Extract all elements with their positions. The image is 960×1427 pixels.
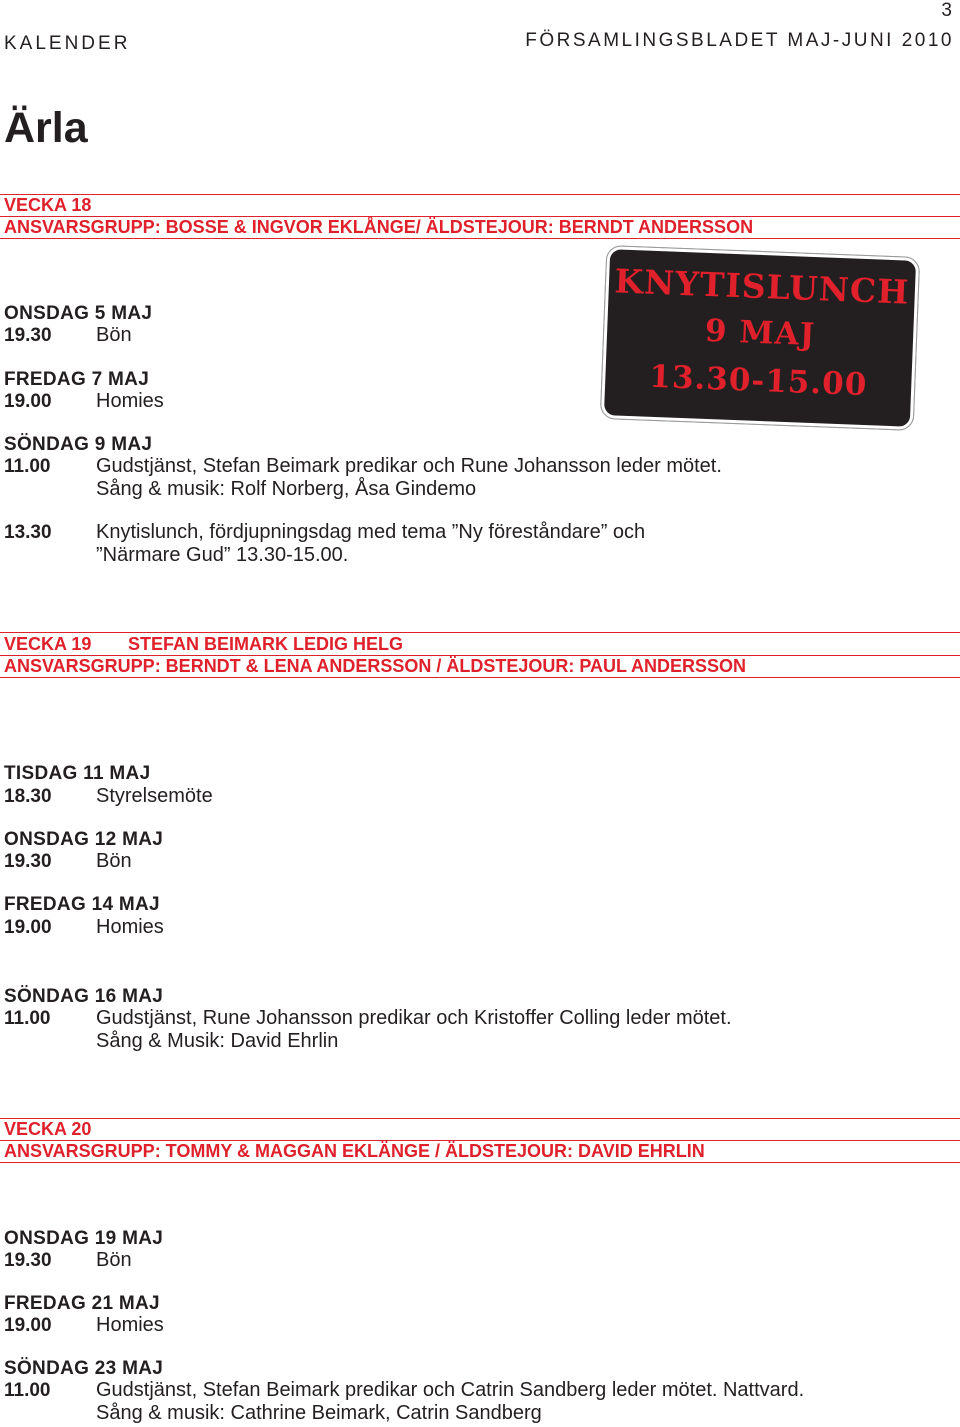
event-time: 18.30 [4, 786, 52, 807]
event-description: Bön [96, 324, 132, 346]
week-responsible: ANSVARSGRUPP: BOSSE & INGVOR EKLÅNGE/ ÄLDSTEJOUR: BERNDT ANDERSSON [4, 217, 754, 237]
event-time: 19.30 [4, 325, 52, 346]
event-time: 19.30 [4, 851, 52, 872]
event-description: ”Närmare Gud” 13.30-15.00. [96, 544, 349, 566]
event-time: 13.30 [4, 522, 52, 543]
day-heading: TISDAG 11 MAJ [4, 763, 151, 784]
week-responsible: ANSVARSGRUPP: TOMMY & MAGGAN EKLÄNGE / ÄLDSTEJOUR: DAVID EHRLIN [4, 1141, 705, 1161]
event-description: Gudstjänst, Stefan Beimark predikar och Rune Johansson leder mötet. [96, 455, 722, 477]
day-heading: FREDAG 7 MAJ [4, 369, 150, 390]
week-label: VECKA 18 [4, 195, 92, 215]
event-description: Bön [96, 1249, 132, 1271]
event-description: Bön [96, 850, 132, 872]
divider [0, 194, 960, 195]
week-responsible: ANSVARSGRUPP: BERNDT & LENA ANDERSSON / ÄLDSTEJOUR: PAUL ANDERSSON [4, 656, 747, 676]
divider [0, 677, 960, 678]
event-description: Homies [96, 1314, 164, 1336]
event-description: Knytislunch, fördjupningsdag med tema ”Ny föreståndare” och [96, 521, 646, 543]
event-description: Homies [96, 390, 164, 412]
day-heading: ONSDAG 5 MAJ [4, 303, 153, 324]
day-heading: ONSDAG 19 MAJ [4, 1228, 164, 1249]
day-heading: SÖNDAG 9 MAJ [4, 434, 153, 455]
week-label: VECKA 20 [4, 1119, 92, 1139]
badge-date: 9 MAJ [704, 312, 817, 354]
day-heading: SÖNDAG 23 MAJ [4, 1358, 164, 1379]
page-title: Ärla [4, 104, 88, 152]
week-note: STEFAN BEIMARK LEDIG HELG [128, 634, 404, 654]
day-heading: FREDAG 14 MAJ [4, 894, 160, 915]
event-time: 11.00 [4, 1380, 51, 1401]
page-number: 3 [941, 0, 952, 21]
event-description: Gudstjänst, Rune Johansson predikar och Kristoffer Colling leder mötet. [96, 1007, 732, 1029]
event-description: Sång & Musik: David Ehrlin [96, 1030, 339, 1052]
badge-time: 13.30-15.00 [648, 358, 868, 404]
event-time: 19.30 [4, 1250, 52, 1271]
knytislunch-badge [601, 246, 919, 430]
badge-title: KNYTISLUNCH [613, 261, 911, 312]
event-description: Styrelsemöte [96, 785, 213, 807]
divider [0, 632, 960, 633]
event-description: Sång & musik: Cathrine Beimark, Catrin Sandberg [96, 1402, 542, 1424]
divider [0, 1118, 960, 1119]
event-time: 11.00 [4, 456, 51, 477]
event-time: 19.00 [4, 1315, 52, 1336]
day-heading: FREDAG 21 MAJ [4, 1293, 160, 1314]
day-heading: SÖNDAG 16 MAJ [4, 986, 164, 1007]
event-description: Sång & musik: Rolf Norberg, Åsa Gindemo [96, 478, 477, 500]
publication-title: FÖRSAMLINGSBLADET MAJ-JUNI 2010 [525, 30, 954, 51]
event-description: Homies [96, 916, 164, 938]
event-time: 19.00 [4, 917, 52, 938]
day-heading: ONSDAG 12 MAJ [4, 829, 164, 850]
section-label: KALENDER [4, 33, 131, 54]
divider [0, 1162, 960, 1163]
event-time: 11.00 [4, 1008, 51, 1029]
event-description: Gudstjänst, Stefan Beimark predikar och Catrin Sandberg leder mötet. Nattvard. [96, 1379, 805, 1401]
event-time: 19.00 [4, 391, 52, 412]
divider [0, 238, 960, 239]
week-label: VECKA 19 [4, 634, 92, 654]
